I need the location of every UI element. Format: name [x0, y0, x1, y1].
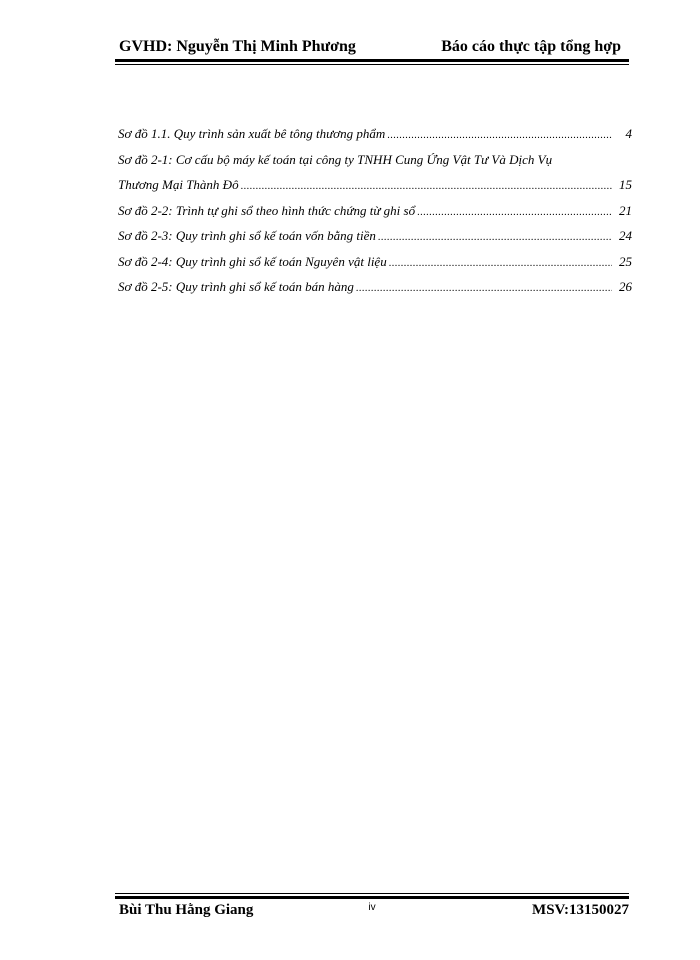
page-footer [115, 902, 629, 919]
footer-student-id: MSV:13150027 [532, 902, 629, 918]
toc-entry-title: Sơ đồ 2-3: Quy trình ghi sổ kế toán vốn bằng tiền [118, 228, 376, 243]
toc-leader-dots [241, 174, 612, 200]
toc-entry[interactable] [118, 223, 634, 249]
footer-student-name: Bùi Thu Hằng Giang [119, 902, 254, 918]
toc-entry-page: 26 [619, 279, 632, 294]
toc-entry[interactable] [118, 121, 634, 147]
toc-leader-dots [378, 225, 612, 251]
toc-leader-dots [356, 276, 612, 302]
toc-entry-page: 25 [619, 253, 632, 269]
footer-rule-thin [115, 893, 629, 894]
toc-entry-title: Thương Mại Thành Đô [118, 177, 239, 192]
toc-leader-dots [417, 200, 612, 226]
toc-entry[interactable] [118, 198, 634, 224]
header-rule [115, 59, 629, 62]
toc-entry[interactable] [118, 172, 634, 198]
toc-entry-page: 4 [625, 126, 632, 141]
toc-entry-page: 15 [619, 177, 632, 192]
toc-entry[interactable] [118, 274, 634, 300]
footer-page-number: iv [368, 902, 376, 913]
header-report-title: Báo cáo thực tập tổng hợp [441, 38, 621, 55]
toc-leader-dots [387, 123, 612, 149]
footer-rule [115, 896, 629, 899]
toc-entry-title: Sơ đồ 2-4: Quy trình ghi sổ kế toán Nguyên vật liệu [118, 253, 387, 269]
toc-entry-title: Sơ đồ 2-5: Quy trình ghi sổ kế toán bán hàng [118, 279, 354, 294]
page-header [115, 38, 629, 56]
toc-entry-title: Sơ đồ 2-2: Trình tự ghi sổ theo hình thức chứng từ ghi sổ [118, 202, 416, 218]
toc-entry[interactable] [118, 249, 634, 275]
header-rule-thin [115, 64, 629, 65]
toc-entry-page: 24 [619, 228, 632, 243]
toc-entry-page: 21 [619, 202, 632, 218]
toc-entry-title-line1[interactable]: Sơ đồ 2-1: Cơ cấu bộ máy kế toán tại công ty TNHH Cung Ứng Vật Tư Và Dịch Vụ [118, 151, 553, 167]
table-of-figures [118, 121, 634, 300]
toc-entry-title: Sơ đồ 1.1. Quy trình sản xuất bê tông thương phẩm [118, 126, 386, 141]
toc-leader-dots [389, 251, 612, 277]
header-advisor: GVHD: Nguyễn Thị Minh Phương [119, 38, 356, 55]
